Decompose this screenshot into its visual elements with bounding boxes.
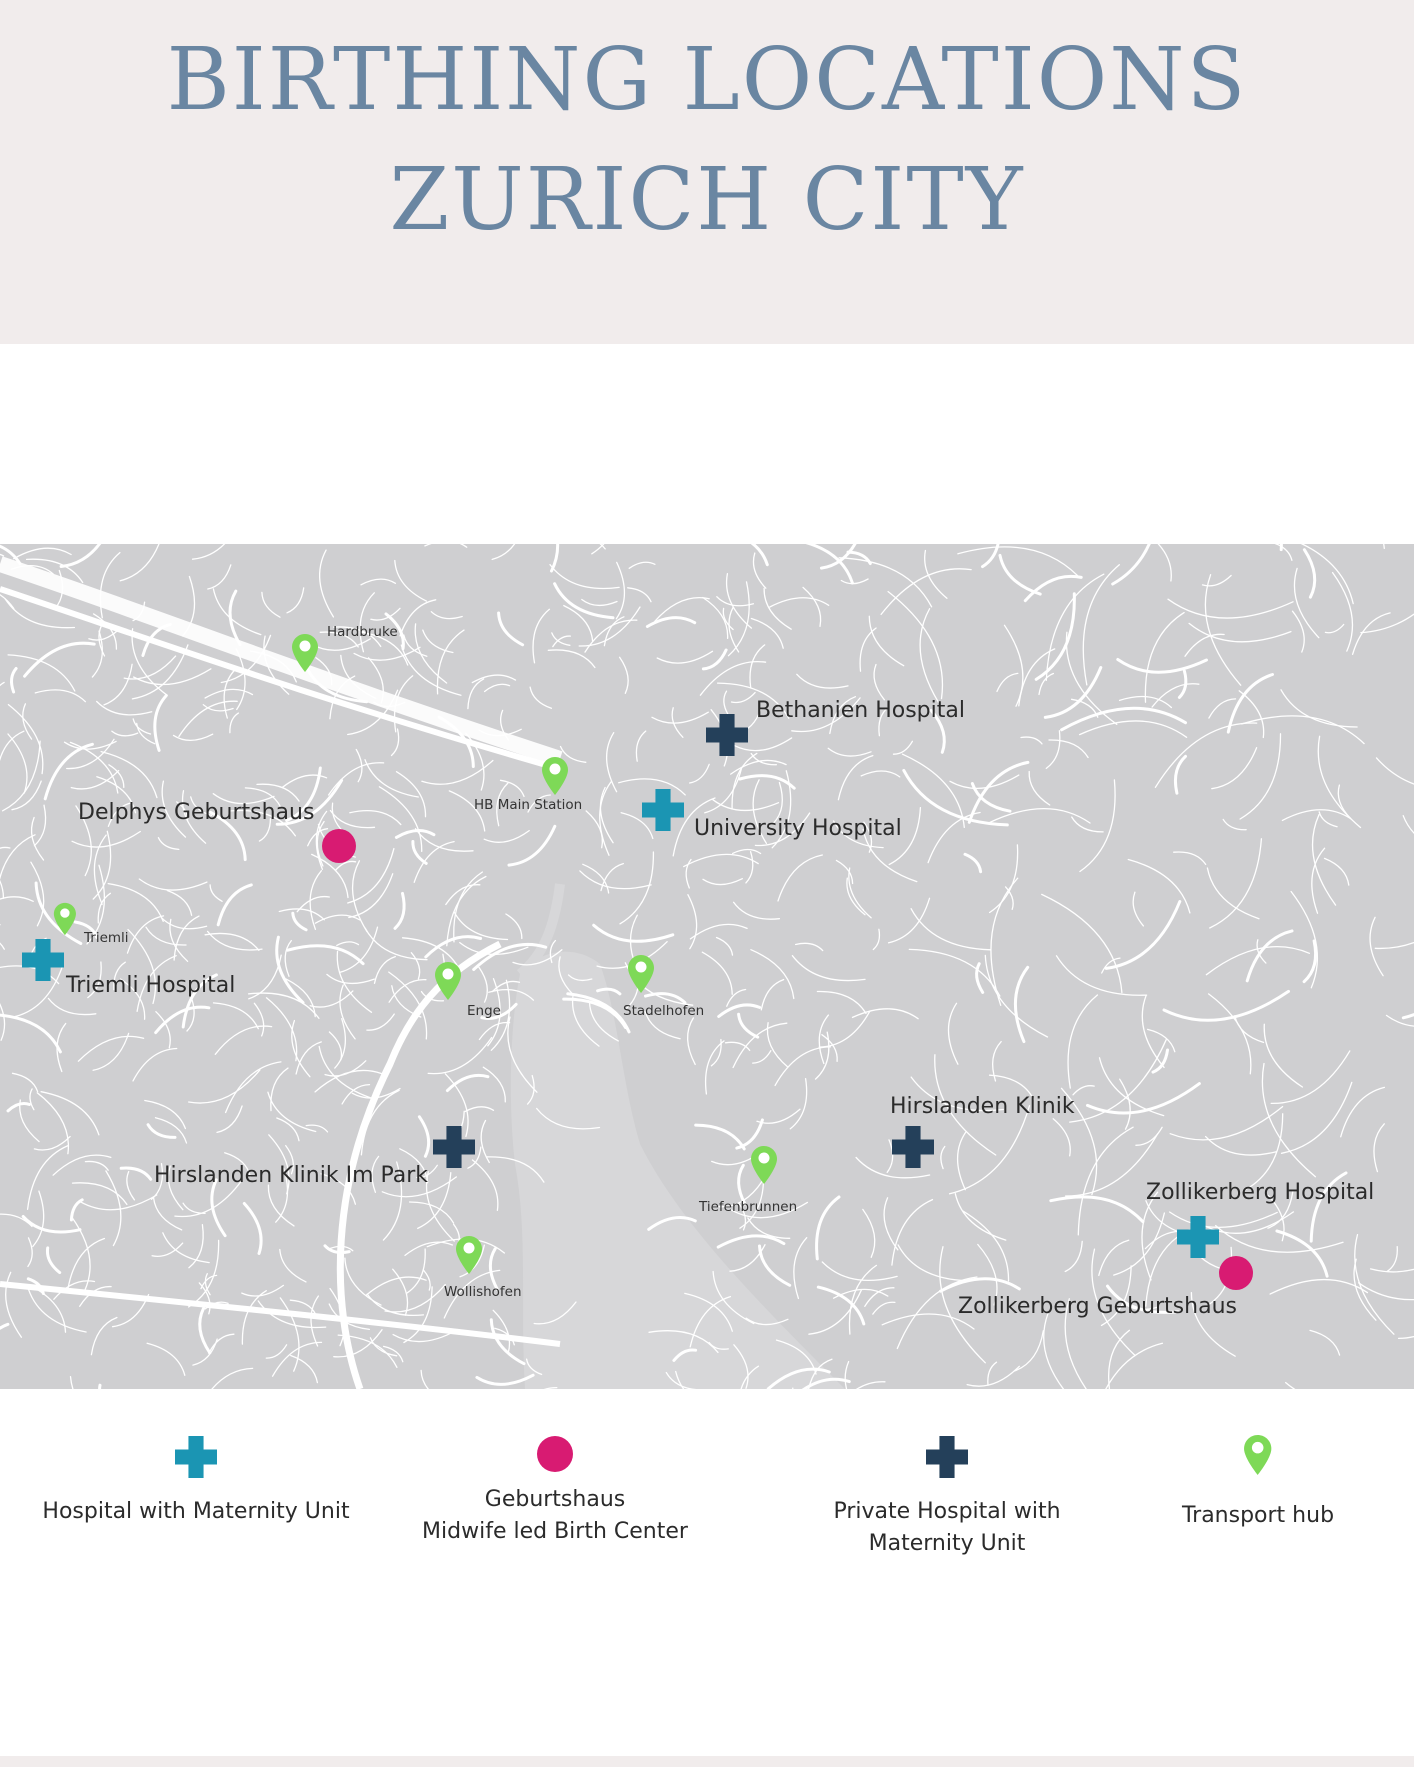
header-banner <box>0 0 1414 344</box>
legend-label-line: Geburtshaus <box>484 1487 626 1512</box>
legend-label-line: Maternity Unit <box>868 1531 1026 1556</box>
legend-label-line: Hospital with Maternity Unit <box>42 1499 350 1524</box>
map-pin-icon <box>750 1172 778 1189</box>
transport-hub-label: Wollishofen <box>444 1284 522 1300</box>
cross-icon <box>706 743 748 760</box>
location-label: Hirslanden Klinik <box>890 1094 1075 1119</box>
circle-icon <box>322 850 356 867</box>
transport-hub-label: Triemli <box>84 930 129 946</box>
circle-icon <box>1219 1277 1253 1294</box>
hospital-marker[interactable] <box>1177 1216 1219 1263</box>
location-label: University Hospital <box>694 816 902 841</box>
cross-icon <box>892 1155 934 1172</box>
cross-icon <box>433 1155 475 1172</box>
location-label: Zollikerberg Geburtshaus <box>958 1294 1237 1319</box>
transport-hub-marker[interactable] <box>541 756 569 801</box>
legend-label-line: Midwife led Birth Center <box>422 1519 688 1544</box>
legend-private-hospital-cross-icon <box>926 1436 968 1483</box>
location-label: Delphys Geburtshaus <box>78 800 315 825</box>
legend-label <box>355 1484 755 1548</box>
hospital-marker[interactable] <box>22 939 64 986</box>
transport-hub-marker[interactable] <box>627 954 655 999</box>
geburtshaus-marker[interactable] <box>1219 1256 1253 1295</box>
cross-icon <box>642 818 684 835</box>
hospital-marker[interactable] <box>642 789 684 836</box>
transport-hub-label: Hardbruke <box>327 624 398 640</box>
geburtshaus-marker[interactable] <box>322 829 356 868</box>
legend-transport-map-pin-icon <box>1243 1434 1272 1481</box>
transport-hub-label: Enge <box>467 1003 501 1019</box>
map-pin-icon <box>291 660 319 677</box>
transport-hub-marker[interactable] <box>455 1235 483 1280</box>
legend-label <box>0 1496 396 1528</box>
location-label: Bethanien Hospital <box>756 698 965 723</box>
rail-corridor <box>0 564 560 759</box>
map-pin-icon <box>53 923 77 940</box>
private-hospital-marker[interactable] <box>433 1126 475 1173</box>
map-pin-icon <box>434 988 462 1005</box>
transport-hub-marker[interactable] <box>291 633 319 678</box>
transport-hub-marker[interactable] <box>750 1145 778 1190</box>
transport-hub-label: HB Main Station <box>474 797 583 813</box>
location-label: Triemli Hospital <box>66 973 236 998</box>
private-hospital-marker[interactable] <box>892 1126 934 1173</box>
legend-label-line: Private Hospital with <box>833 1499 1061 1524</box>
transport-hub-label: Tiefenbrunnen <box>699 1199 798 1215</box>
location-label: Zollikerberg Hospital <box>1146 1180 1375 1205</box>
page-title-line-2: ZURICH CITY <box>389 150 1025 250</box>
private-hospital-marker[interactable] <box>706 714 748 761</box>
legend-geburtshaus-circle-icon <box>537 1436 573 1477</box>
map-pin-icon <box>627 981 655 998</box>
legend-label-line: Transport hub <box>1181 1503 1335 1528</box>
legend-hospital-cross-icon <box>175 1436 217 1483</box>
city-map[interactable] <box>0 544 1414 1389</box>
page-title-line-1: BIRTHING LOCATIONS <box>166 30 1248 130</box>
footer-band <box>0 1756 1414 1767</box>
transport-hub-marker[interactable] <box>53 902 77 941</box>
cross-icon <box>1177 1245 1219 1262</box>
transport-hub-label: Stadelhofen <box>623 1003 705 1019</box>
location-label: Hirslanden Klinik Im Park <box>154 1163 429 1188</box>
legend-label <box>1058 1500 1414 1532</box>
transport-hub-marker[interactable] <box>434 961 462 1006</box>
cross-icon <box>22 968 64 985</box>
map-pin-icon <box>455 1262 483 1279</box>
